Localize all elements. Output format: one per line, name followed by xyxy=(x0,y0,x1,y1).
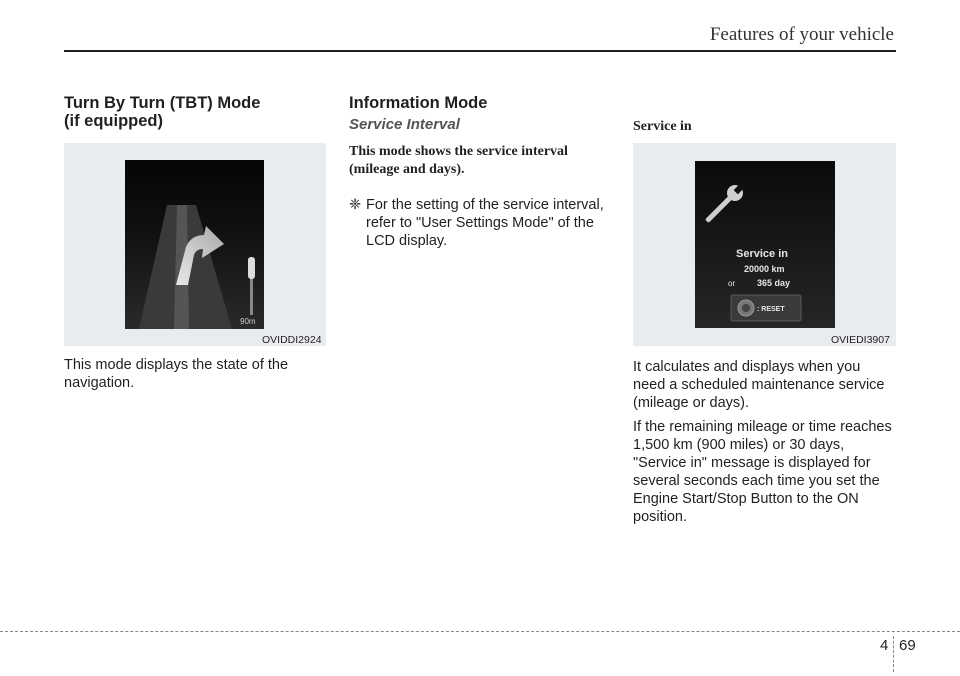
screen-days: 365 day xyxy=(757,278,791,288)
service-display-image xyxy=(633,143,896,346)
info-note xyxy=(349,196,613,250)
tbt-display-image xyxy=(64,143,326,346)
service-body xyxy=(633,358,896,526)
screen-or: or xyxy=(728,279,736,288)
info-section xyxy=(349,94,613,250)
service-heading: Service in xyxy=(633,119,692,134)
tbt-heading-line2: (if equipped) xyxy=(64,112,163,130)
service-para1: It calculates and displays when you need a scheduled maintenance service (mileage or days). xyxy=(633,359,885,411)
service-section xyxy=(633,94,896,135)
note-mark-icon: ❈ xyxy=(349,197,362,213)
tbt-section xyxy=(64,94,326,130)
screen-service-title: Service in xyxy=(736,248,788,260)
footer-rule xyxy=(0,631,960,632)
info-heading: Information Mode xyxy=(349,94,488,112)
service-para2: If the remaining mileage or time reaches 1,500 km (900 miles) or 30 days, "Service in" message is displayed for several seconds each time you set the Engine Start/Stop Button to the ON position. xyxy=(633,419,892,525)
tbt-heading xyxy=(64,94,326,130)
tbt-figure xyxy=(64,143,326,346)
screen-km: 20000 km xyxy=(744,264,785,274)
page-header-title: Features of your vehicle xyxy=(709,24,894,45)
tbt-distance: 90m xyxy=(240,317,256,326)
tbt-figure-code: OVIDDI2924 xyxy=(262,334,322,346)
page-divider xyxy=(893,636,895,672)
info-lead: This mode shows the service interval (mileage and days). xyxy=(349,144,568,177)
screen-reset: : RESET xyxy=(757,306,785,313)
tbt-heading-line1: Turn By Turn (TBT) Mode xyxy=(64,94,261,112)
service-figure-code: OVIEDI3907 xyxy=(831,334,890,346)
service-figure xyxy=(633,143,896,346)
service-interval-subheading: Service Interval xyxy=(349,116,460,133)
tbt-body-text: This mode displays the state of the navigation. xyxy=(64,357,289,391)
info-note-text: For the setting of the service interval, refer to "User Settings Mode" of the LCD display. xyxy=(366,197,604,249)
page-number: 69 xyxy=(899,637,916,654)
header-rule xyxy=(64,50,896,52)
section-number: 4 xyxy=(880,637,889,654)
tbt-body xyxy=(64,356,326,392)
